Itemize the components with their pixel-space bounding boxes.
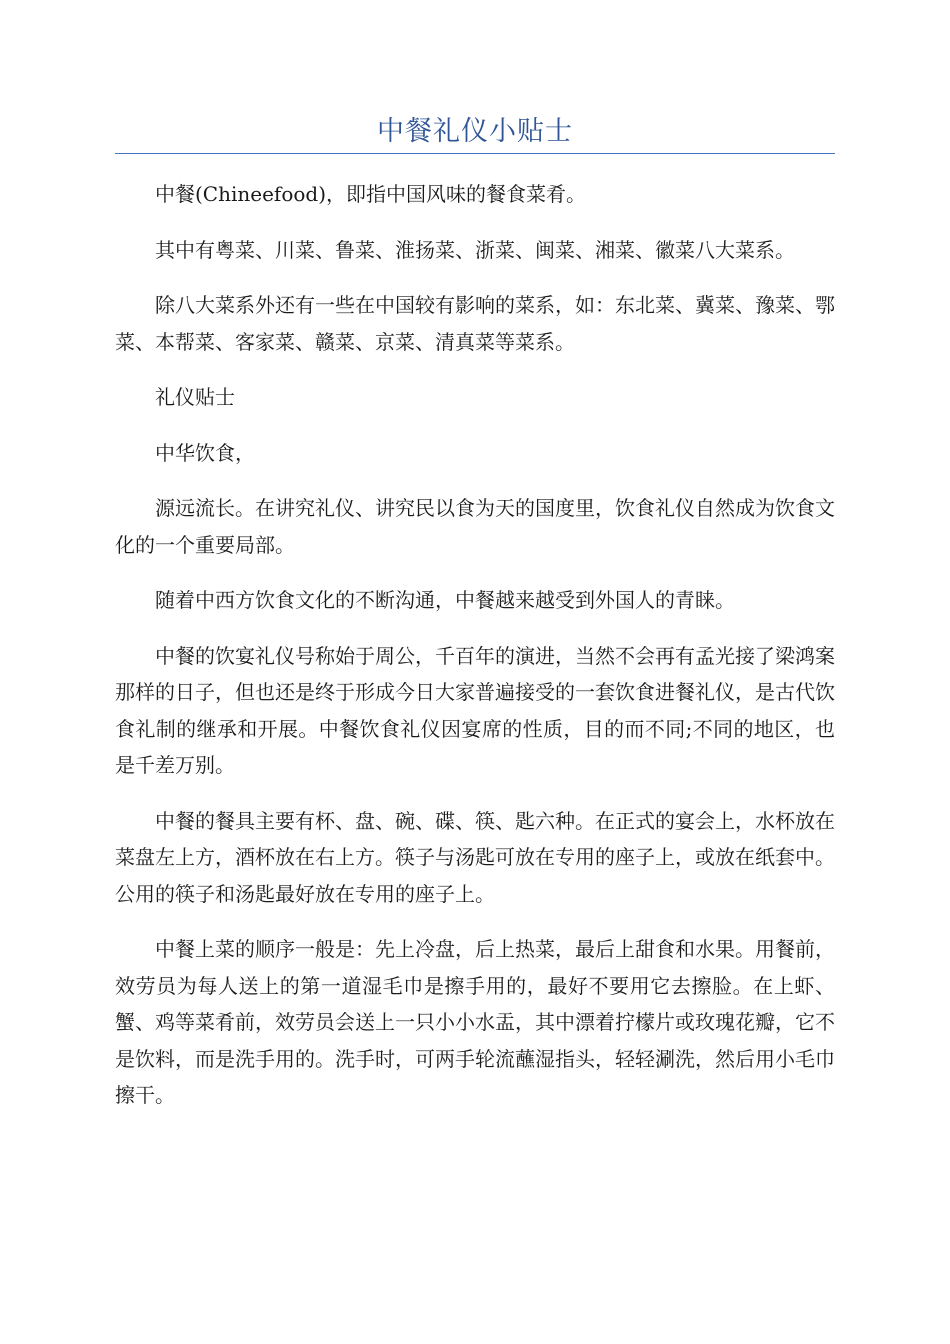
paragraph-6: 源远流长。在讲究礼仪、讲究民以食为天的国度里，饮食礼仪自然成为饮食文化的一个重要局部。: [115, 496, 835, 557]
paragraph-7: 随着中西方饮食文化的不断沟通，中餐越来越受到外国人的青睐。: [155, 588, 735, 612]
paragraph-8: 中餐的饮宴礼仪号称始于周公，千百年的演进，当然不会再有孟光接了梁鸿案那样的日子，但也还是终于形成今日大家普遍接受的一套饮食进餐礼仪，是古代饮食礼制的继承和开展。中餐饮食礼仪因宴席的性质，目的而不同;不同的地区，也是千差万别。: [115, 643, 835, 777]
paragraph-3: 除八大菜系外还有一些在中国较有影响的菜系，如：东北菜、冀菜、豫菜、鄂菜、本帮菜、客家菜、赣菜、京菜、清真菜等菜系。: [115, 293, 835, 354]
paragraph-2: 其中有粤菜、川菜、鲁菜、淮扬菜、浙菜、闽菜、湘菜、徽菜八大菜系。: [155, 237, 795, 262]
section-heading-etiquette-tips: 礼仪贴士: [155, 385, 235, 409]
title-underline: [115, 153, 835, 154]
paragraph-9: 中餐的餐具主要有杯、盘、碗、碟、筷、匙六种。在正式的宴会上，水杯放在菜盘左上方，酒杯放在右上方。筷子与汤匙可放在专用的座子上，或放在纸套中。公用的筷子和汤匙最好放在专用的座子上。: [115, 808, 835, 906]
paragraph-5: 中华饮食，: [155, 440, 255, 465]
page-title: 中餐礼仪小贴士: [377, 116, 573, 147]
paragraph-1: 中餐(Chineefood)，即指中国风味的餐食菜肴。: [155, 182, 587, 206]
paragraph-10: 中餐上菜的顺序一般是：先上冷盘，后上热菜，最后上甜食和水果。用餐前，效劳员为每人送上的第一道湿毛巾是擦手用的，最好不要用它去擦脸。在上虾、蟹、鸡等菜肴前，效劳员会送上一只小小水盂，其中漂着拧檬片或玫瑰花瓣，它不是饮料，而是洗手用的。洗手时，可两手轮流蘸湿指头，轻轻涮洗，然后用小毛巾擦干。: [115, 937, 835, 1107]
document-body: [115, 176, 835, 1133]
